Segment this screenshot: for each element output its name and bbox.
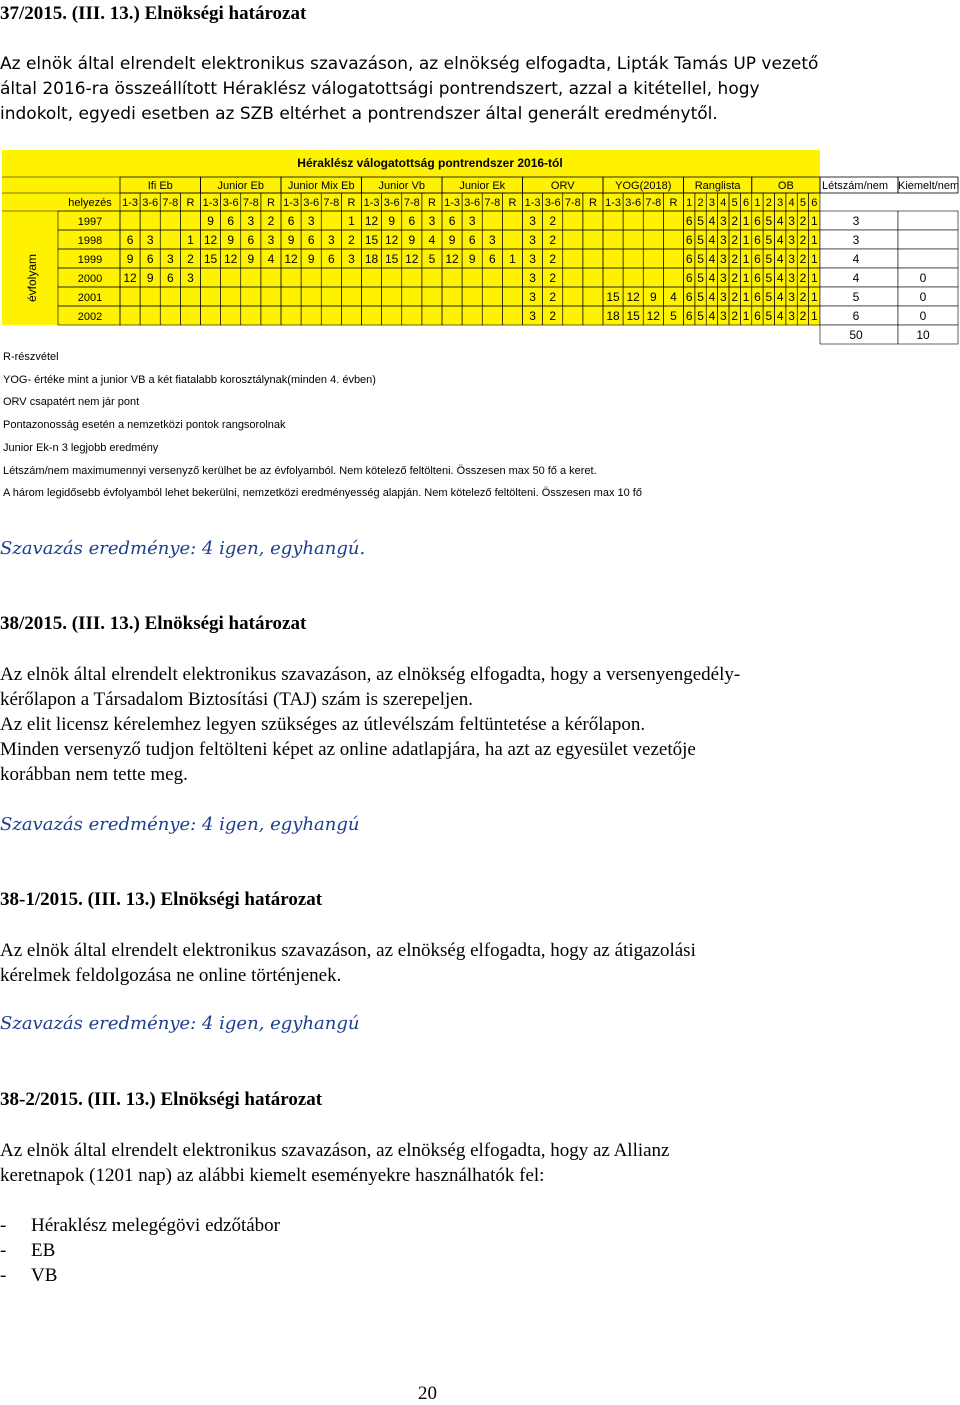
row-year: 2000 [77, 273, 103, 285]
table-cell: 15 [626, 309, 640, 323]
table-cell: 15 [203, 252, 218, 266]
vote-result-38-1: Szavazás eredménye: 4 igen, egyhangú [0, 1013, 360, 1034]
resolution-heading-38-2: 38-2/2015. (III. 13.) Elnökségi határozat [0, 1089, 323, 1110]
resolution-body-38-1 [0, 938, 696, 988]
body-line: Minden versenyző tudjon feltölteni képet az online adatlapjára, ha azt az egyesület vezetője [0, 739, 696, 760]
vote-result-37: Szavazás eredménye: 4 igen, egyhangú. [0, 538, 366, 559]
list-item [0, 1213, 280, 1238]
table-cell: 1 [810, 290, 818, 304]
table-cell: 6 [247, 233, 255, 247]
table-cell: 5 [670, 309, 677, 323]
table-cell: 5 [765, 290, 773, 304]
dash-bullet: - [0, 1215, 7, 1236]
table-cell: 6 [408, 214, 416, 228]
table-cell: 18 [364, 252, 379, 266]
body-line: Az elnök által elrendelt elektronikus szavazáson, az elnökség elfogadta, hogy az átigazolási [0, 940, 696, 961]
table-cell: 12 [646, 309, 660, 323]
table-cell: 4 [267, 252, 275, 266]
table-cell: 2 [799, 309, 807, 323]
resolution-heading-38-1: 38-1/2015. (III. 13.) Elnökségi határozat [0, 889, 323, 910]
table-cell: 1 [742, 271, 750, 285]
table-cell: 5 [765, 233, 773, 247]
table-cell: 4 [776, 309, 784, 323]
table-cell: 4 [708, 252, 716, 266]
sub-header: R [266, 197, 275, 209]
table-cell: 1 [810, 214, 818, 228]
table-cell: 9 [247, 252, 255, 266]
table-cell: 15 [606, 290, 620, 304]
column-header: ORV [550, 180, 575, 192]
sub-header: R [186, 197, 195, 209]
table-cell: 9 [146, 271, 154, 285]
table-cell: 6 [307, 233, 315, 247]
table-cell: 9 [227, 233, 235, 247]
table-cell: 12 [203, 233, 218, 247]
letszam-value: 3 [852, 214, 860, 228]
table-cell: 2 [549, 214, 557, 228]
column-header: YOG(2018) [615, 180, 672, 192]
table-cell: 4 [776, 233, 784, 247]
sub-header: 3-6 [625, 197, 642, 209]
table-cell: 5 [697, 252, 704, 266]
letszam-value: 3 [852, 233, 860, 247]
table-cell: 2 [549, 290, 557, 304]
column-header: Junior Ek [459, 180, 506, 192]
column-header: Junior Eb [217, 180, 264, 192]
table-cell: 1 [348, 214, 355, 228]
sub-header: 5 [731, 197, 738, 209]
table-cell: 6 [468, 233, 476, 247]
sub-header: 2 [765, 197, 772, 209]
table-cell: 4 [670, 290, 677, 304]
table-cell: 5 [697, 309, 704, 323]
table-cell: 6 [754, 271, 761, 285]
table-cell: 1 [742, 214, 750, 228]
event-list [0, 1213, 280, 1288]
table-cell: 6 [685, 252, 693, 266]
note-line: A három legidősebb évfolyamból lehet bekerülni, nemzetközi eredményesség alapján. Nem kötelező feltölteni. Összesen max 10 fő [3, 487, 642, 500]
table-cell: 6 [166, 271, 174, 285]
page-number: 20 [418, 1383, 437, 1404]
table-cell: 4 [708, 271, 716, 285]
table-cell: 6 [685, 290, 693, 304]
table-cell: 2 [731, 290, 739, 304]
table-cell: 3 [719, 290, 727, 304]
note-line: YOG- értéke mint a junior VB a két fiatalabb korosztálynak(minden 4. évben) [3, 373, 376, 386]
table-cell: 12 [364, 214, 379, 228]
table-cell: 9 [408, 233, 416, 247]
table-cell: 3 [247, 214, 255, 228]
table-cell: 2 [549, 309, 557, 323]
table-cell: 6 [227, 214, 235, 228]
letszam-value: 5 [852, 290, 860, 304]
letszam-value: 4 [852, 271, 860, 285]
table-cell: 5 [765, 309, 773, 323]
table-cell: 4 [776, 290, 784, 304]
table-cell: 5 [697, 271, 704, 285]
row-year: 1997 [77, 216, 103, 228]
resolution-heading-37: 37/2015. (III. 13.) Elnökségi határozat [0, 3, 307, 24]
column-header: Létszám/nem [822, 180, 889, 192]
sub-header: 3-6 [544, 197, 561, 209]
table-cell: 6 [754, 290, 761, 304]
table-cell: 5 [697, 233, 704, 247]
table-cell: 3 [146, 233, 154, 247]
table-cell: 6 [488, 252, 496, 266]
table-cell: 9 [207, 214, 214, 228]
sub-header: 7-8 [242, 197, 259, 209]
dash-bullet: - [0, 1265, 7, 1286]
table-cell: 3 [529, 214, 536, 228]
table-cell: 4 [708, 290, 716, 304]
list-item [0, 1238, 280, 1263]
table-cell: 6 [126, 233, 134, 247]
sub-header: R [347, 197, 356, 209]
body-line: Az elnök által elrendelt elektronikus szavazáson, az elnökség elfogadta, hogy az Allianz [0, 1140, 670, 1161]
sub-header: R [669, 197, 678, 209]
table-cell: 12 [284, 252, 298, 266]
sub-header: 1-3 [444, 197, 461, 209]
table-cell: 2 [799, 233, 807, 247]
table-cell: 1 [742, 309, 750, 323]
table-cell: 2 [799, 271, 807, 285]
sub-header: R [508, 197, 517, 209]
column-header: Junior Mix Eb [287, 180, 355, 192]
sub-header: 1-3 [524, 197, 541, 209]
table-cell: 2 [799, 252, 807, 266]
table-cell: 3 [307, 214, 315, 228]
table-cell: 1 [810, 233, 818, 247]
table-cell: 12 [405, 252, 419, 266]
table-cell: 9 [649, 290, 657, 304]
table-cell: 3 [166, 252, 174, 266]
resolution-heading-38: 38/2015. (III. 13.) Elnökségi határozat [0, 613, 307, 634]
table-cell: 3 [788, 233, 795, 247]
letszam-value: 6 [852, 309, 860, 323]
sub-header: 7-8 [403, 197, 420, 209]
sub-header: 7-8 [162, 197, 179, 209]
column-header: Ranglista [694, 180, 741, 192]
table-cell: 2 [187, 252, 194, 266]
table-cell: 3 [719, 309, 727, 323]
table-cell: 4 [776, 252, 784, 266]
table-cell: 6 [685, 271, 693, 285]
column-header: Junior Vb [378, 180, 425, 192]
table-cell: 1 [742, 252, 750, 266]
table-cell: 9 [126, 252, 134, 266]
body-line: által 2016-ra összeállított Héraklész válogatottsági pontrendszert, azzal a kitétellel, hogy [0, 79, 760, 99]
body-line: korábban nem tette meg. [0, 764, 188, 785]
table-cell: 9 [307, 252, 315, 266]
row-axis-label: évfolyam [25, 253, 39, 303]
sub-header: 7-8 [323, 197, 340, 209]
table-cell: 1 [810, 309, 818, 323]
table-cell: 1 [742, 233, 750, 247]
dash-bullet: - [0, 1240, 7, 1261]
table-cell: 3 [529, 290, 536, 304]
note-line: Pontazonosság esetén a nemzetközi pontok rangsorolnak [3, 419, 286, 432]
kiemelt-cell [898, 211, 958, 230]
table-cell: 18 [606, 309, 620, 323]
table-cell: 6 [287, 214, 295, 228]
table-cell: 12 [385, 233, 399, 247]
table-cell: 6 [754, 214, 761, 228]
table-cell: 6 [327, 252, 335, 266]
column-header: OB [777, 180, 794, 192]
vote-result-38: Szavazás eredménye: 4 igen, egyhangú [0, 814, 360, 835]
sub-header: 1-3 [363, 197, 380, 209]
body-line: Az elnök által elrendelt elektronikus szavazáson, az elnökség elfogadta, hogy a versenyengedély- [0, 664, 741, 685]
table-cell: 2 [731, 309, 739, 323]
table-cell: 3 [719, 214, 727, 228]
body-line: Az elit licensz kérelemhez legyen szükséges az útlevélszám feltüntetése a kérőlapon. [0, 714, 646, 735]
letszam-value: 4 [852, 252, 860, 266]
table-cell: 4 [708, 309, 716, 323]
table-notes [3, 346, 642, 505]
sub-header: 3-6 [142, 197, 159, 209]
table-cell: 6 [685, 309, 693, 323]
table-cell: 3 [529, 309, 536, 323]
table-cell: 2 [348, 233, 355, 247]
kiemelt-cell [898, 230, 958, 249]
table-cell: 3 [529, 233, 536, 247]
table-cell: 9 [287, 233, 295, 247]
table-cell: 2 [549, 271, 557, 285]
table-cell: 12 [224, 252, 238, 266]
sub-header: 5 [799, 197, 806, 209]
table-cell: 3 [788, 214, 795, 228]
list-item [0, 1263, 280, 1288]
table-cell: 6 [754, 252, 761, 266]
table-cell: 3 [529, 252, 536, 266]
sub-header: 6 [811, 197, 818, 209]
table-cell: 2 [731, 252, 739, 266]
sub-header: 1 [686, 197, 693, 209]
table-cell: 2 [799, 290, 807, 304]
table-cell: 5 [697, 290, 704, 304]
sub-header: 6 [743, 197, 750, 209]
body-line: kérőlapon a Társadalom Biztosítási (TAJ) szám is szerepeljen. [0, 689, 473, 710]
table-cell: 15 [364, 233, 379, 247]
table-cell: 3 [788, 309, 795, 323]
table-cell: 2 [731, 214, 739, 228]
list-item-label: EB [31, 1240, 56, 1261]
table-cell: 9 [468, 252, 476, 266]
sub-header: 1-3 [605, 197, 622, 209]
total-letszam: 50 [849, 328, 863, 342]
points-table [0, 150, 960, 345]
table-cell: 2 [799, 214, 807, 228]
column-header: Kiemelt/nem [898, 180, 960, 192]
sub-header: 1-3 [122, 197, 139, 209]
kiemelt-value: 0 [919, 271, 927, 285]
sub-header: 3 [777, 197, 784, 209]
kiemelt-cell [898, 249, 958, 268]
table-cell: 9 [448, 233, 456, 247]
table-cell: 2 [549, 233, 557, 247]
table-cell: 4 [428, 233, 436, 247]
body-line: Az elnök által elrendelt elektronikus szavazáson, az elnökség elfogadta, Lipták Tamás UP vezető [0, 54, 819, 74]
table-cell: 2 [731, 233, 739, 247]
table-cell: 3 [788, 271, 795, 285]
row-year: 2002 [77, 311, 103, 323]
table-cell: 1 [810, 252, 818, 266]
resolution-body-37 [0, 52, 818, 127]
table-cell: 3 [719, 271, 727, 285]
note-line: R-részvétel [3, 351, 59, 363]
resolution-body-38 [0, 662, 740, 787]
table-cell: 6 [685, 214, 693, 228]
table-cell: 4 [708, 233, 716, 247]
kiemelt-cell [898, 268, 958, 287]
row-year: 1999 [77, 254, 103, 266]
table-cell: 6 [448, 214, 456, 228]
kiemelt-cell [898, 306, 958, 325]
table-cell: 6 [685, 233, 693, 247]
list-item-label: Héraklész melegégövi edzőtábor [31, 1215, 280, 1236]
sub-header: 1 [754, 197, 761, 209]
sub-header: 7-8 [484, 197, 501, 209]
table-cell: 3 [348, 252, 355, 266]
kiemelt-value: 0 [919, 290, 927, 304]
row-year: 1998 [77, 235, 103, 247]
table-cell: 9 [388, 214, 396, 228]
note-line: ORV csapatért nem jár pont [3, 396, 140, 409]
table-cell: 5 [765, 271, 773, 285]
sub-header: R [427, 197, 436, 209]
table-cell: 6 [754, 233, 761, 247]
table-cell: 2 [267, 214, 275, 228]
table-cell: 3 [719, 252, 727, 266]
table-cell: 4 [776, 214, 784, 228]
sub-header: 1-3 [202, 197, 219, 209]
resolution-body-38-2 [0, 1138, 670, 1188]
sub-header: R [588, 197, 597, 209]
table-cell: 5 [428, 252, 436, 266]
list-item-label: VB [31, 1265, 58, 1286]
table-cell: 12 [445, 252, 459, 266]
note-line: Junior Ek-n 3 legjobb eredmény [3, 441, 159, 454]
table-cell: 6 [754, 309, 761, 323]
sub-header: 4 [720, 197, 727, 209]
table-cell: 1 [509, 252, 516, 266]
table-cell: 15 [385, 252, 399, 266]
table-cell: 2 [731, 271, 739, 285]
table-cell: 5 [765, 214, 773, 228]
kiemelt-value: 0 [919, 309, 927, 323]
table-cell: 12 [123, 271, 137, 285]
kiemelt-cell [898, 287, 958, 306]
table-cell: 3 [529, 271, 536, 285]
table-cell: 2 [549, 252, 557, 266]
table-cell: 3 [428, 214, 436, 228]
total-kiemelt: 10 [916, 328, 930, 342]
table-cell: 6 [146, 252, 154, 266]
table-title: Héraklész válogatottság pontrendszer 2016-tól [297, 156, 563, 170]
sub-header: 7-8 [645, 197, 662, 209]
table-cell: 3 [187, 271, 194, 285]
note-line: Létszám/nem maximumennyi versenyző kerülhet be az évfolyamból. Nem kötelező feltölteni. Összesen max 50 fő a keret. [3, 464, 597, 477]
sub-header: 3-6 [464, 197, 481, 209]
body-line: keretnapok (1201 nap) az alábbi kiemelt eseményekre használhatók fel: [0, 1165, 545, 1186]
table-cell: 3 [719, 233, 727, 247]
sub-header: 3-6 [383, 197, 400, 209]
table-cell: 3 [788, 252, 795, 266]
table-cell: 1 [187, 233, 194, 247]
column-header: Ifi Eb [147, 180, 173, 192]
sub-header: 3 [708, 197, 715, 209]
body-line: indokolt, egyedi esetben az SZB eltérhet a pontrendszer által generált eredménytől. [0, 104, 718, 124]
table-cell: 3 [327, 233, 335, 247]
helyezes-label: helyezés [68, 197, 112, 209]
table-cell: 5 [765, 252, 773, 266]
sub-header: 7-8 [564, 197, 581, 209]
table-cell: 5 [697, 214, 704, 228]
body-line: kérelmek feldolgozása ne online történjenek. [0, 965, 342, 986]
table-cell: 1 [810, 271, 818, 285]
sub-header: 3-6 [303, 197, 320, 209]
sub-header: 3-6 [222, 197, 239, 209]
sub-header: 1-3 [283, 197, 300, 209]
table-cell: 1 [742, 290, 750, 304]
row-year: 2001 [77, 292, 103, 304]
table-cell: 3 [468, 214, 476, 228]
table-cell: 12 [626, 290, 640, 304]
table-cell: 3 [488, 233, 496, 247]
table-cell: 4 [708, 214, 716, 228]
table-cell: 3 [788, 290, 795, 304]
table-cell: 4 [776, 271, 784, 285]
sub-header: 2 [697, 197, 704, 209]
sub-header: 4 [788, 197, 795, 209]
table-cell: 3 [267, 233, 275, 247]
